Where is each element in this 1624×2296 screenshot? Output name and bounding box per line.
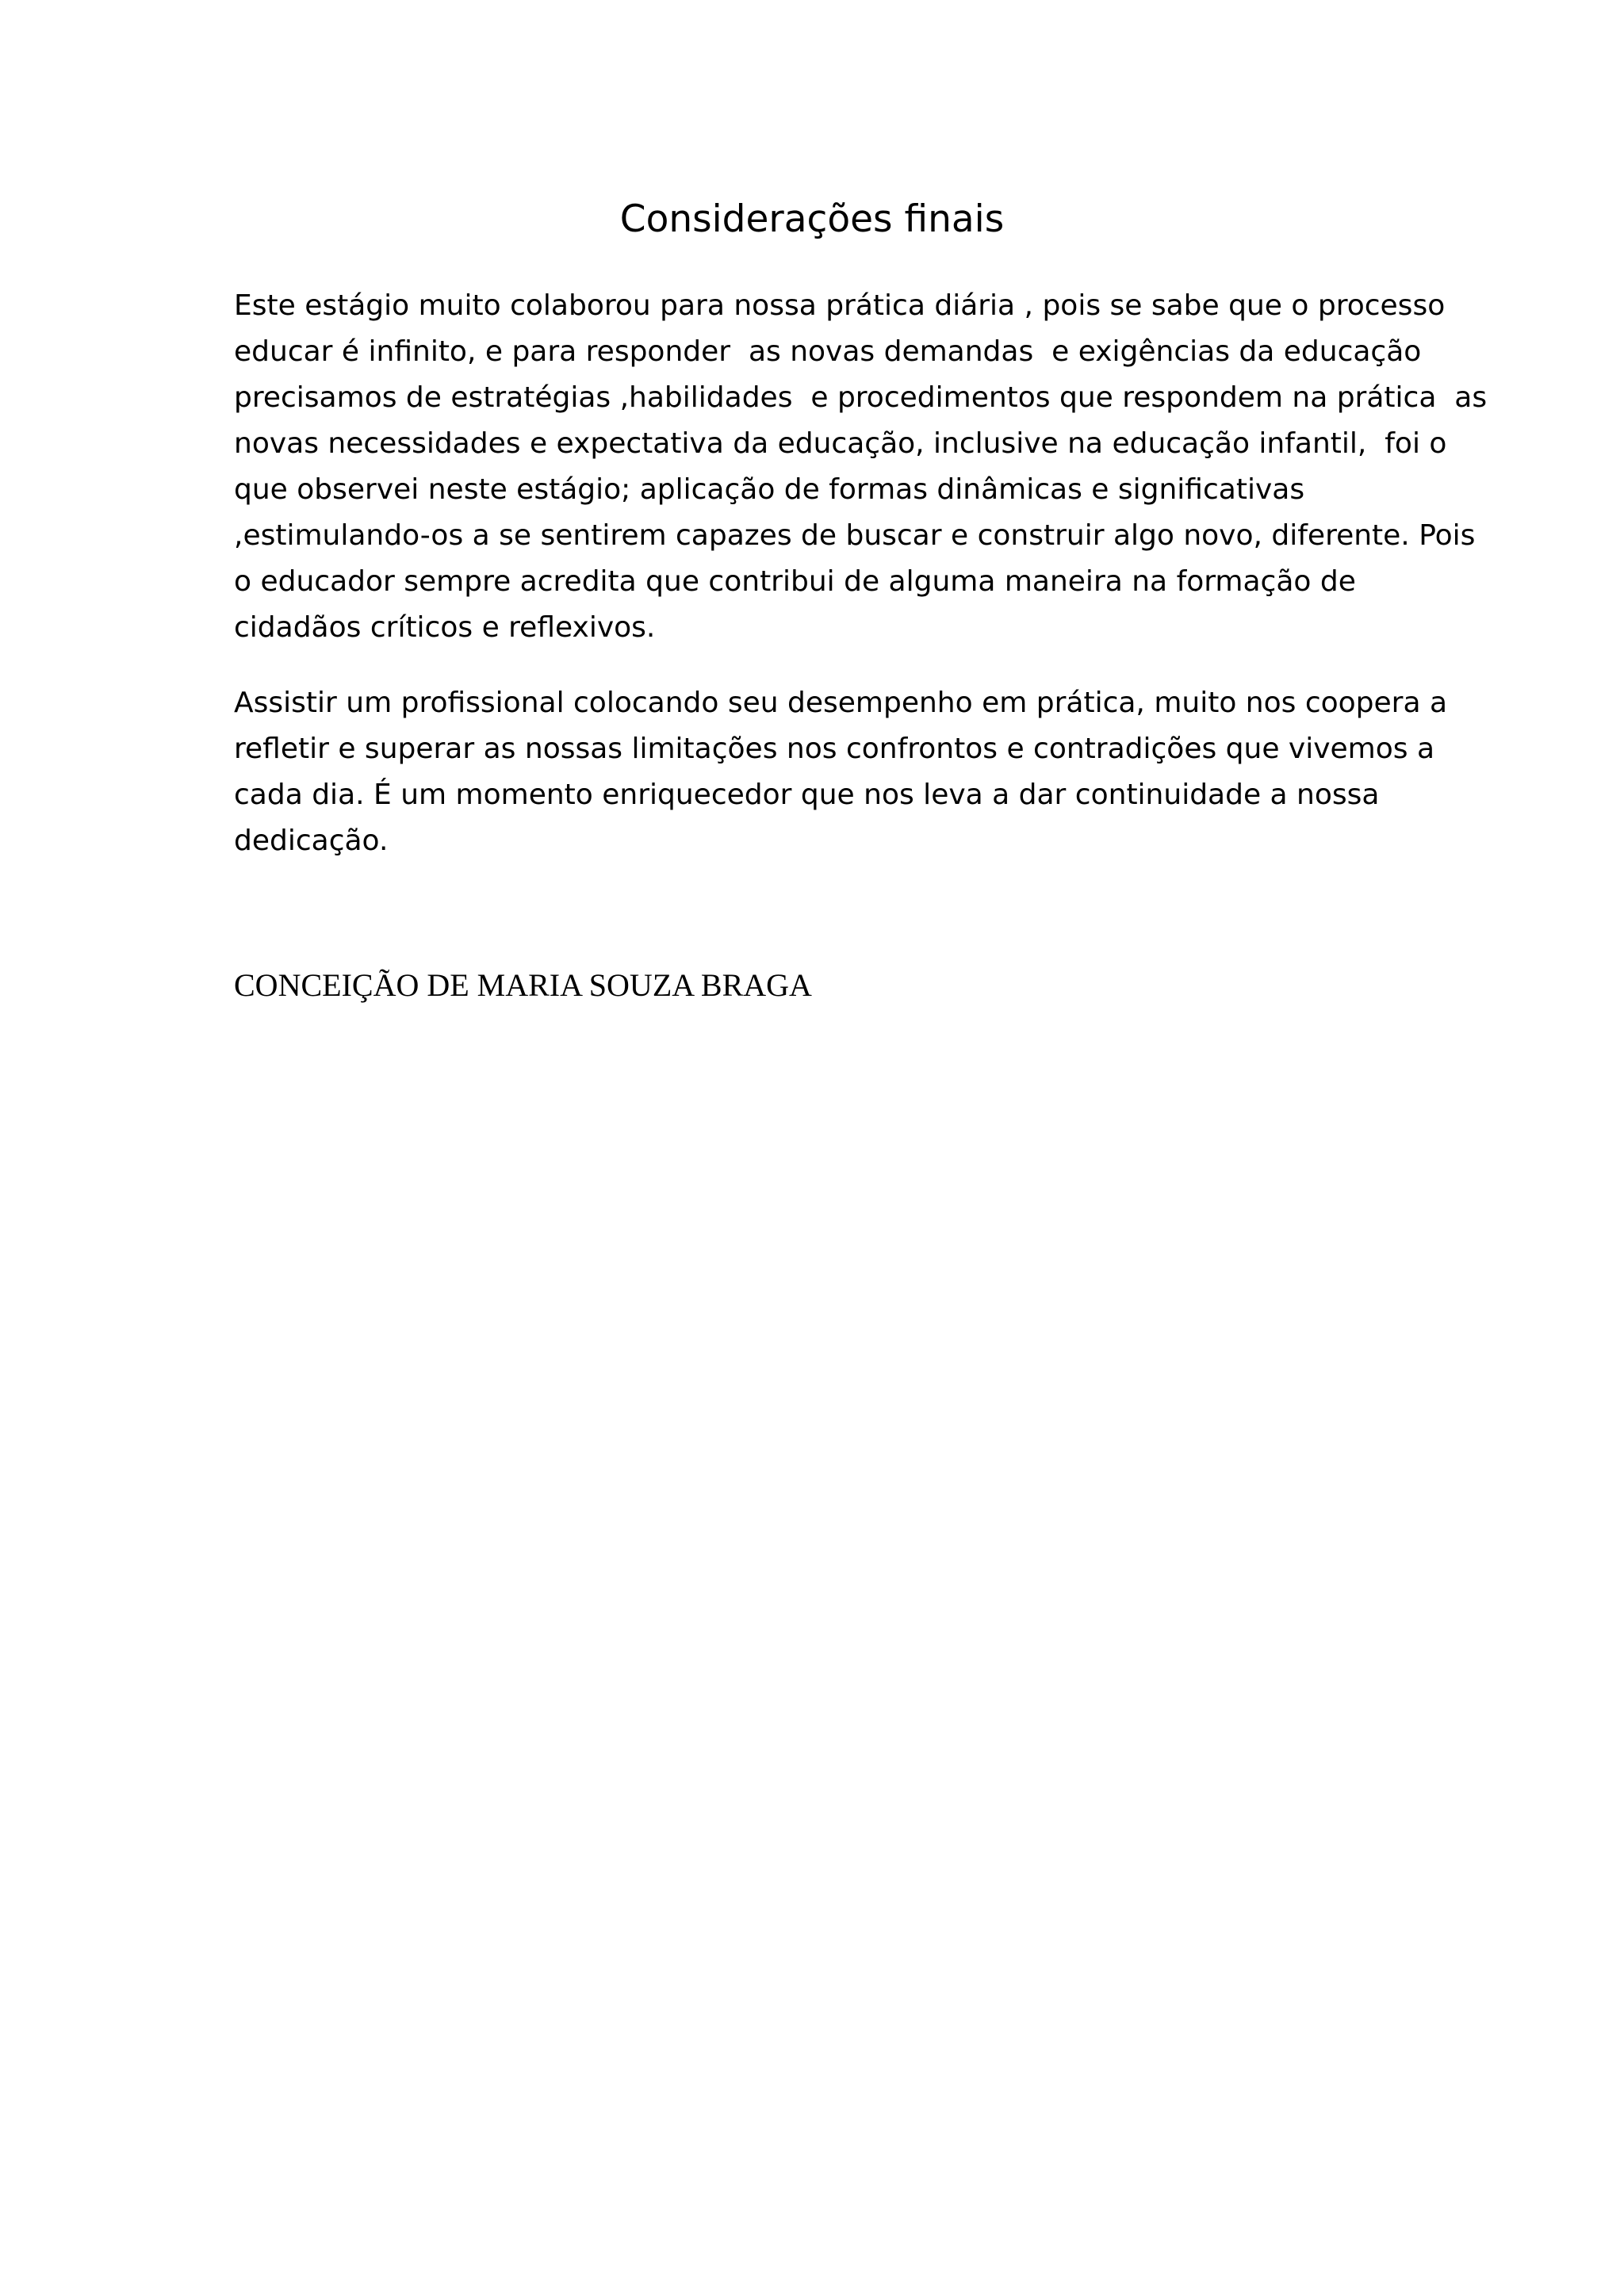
text-line: Assistir um profissional colocando seu desempenho em prática, muito nos coopera a <box>234 687 1448 719</box>
text-line: novas necessidades e expectativa da educação, inclusive na educação infantil, foi o <box>234 427 1447 460</box>
text-line: Este estágio muito colaborou para nossa prática diária , pois se sabe que o processo <box>234 289 1446 322</box>
text-line: que observei neste estágio; aplicação de formas dinâmicas e significativas <box>234 473 1305 506</box>
page-title: Considerações finais <box>619 197 1005 241</box>
text-line: o educador sempre acredita que contribui de alguma maneira na formação de <box>234 565 1356 598</box>
text-line: cidadãos críticos e reflexivos. <box>234 611 656 644</box>
paragraph-1 <box>234 283 1487 651</box>
text-line: educar é infinito, e para responder as novas demandas e exigências da educação <box>234 335 1422 368</box>
author-signature: CONCEIÇÃO DE MARIA SOUZA BRAGA <box>234 967 812 1003</box>
paragraph-2 <box>234 680 1447 864</box>
text-line: precisamos de estratégias ,habilidades e procedimentos que respondem na prática as <box>234 381 1488 414</box>
text-line: cada dia. É um momento enriquecedor que nos leva a dar continuidade a nossa <box>234 779 1380 811</box>
text-line: dedicação. <box>234 825 389 857</box>
text-line: ,estimulando-os a se sentirem capazes de buscar e construir algo novo, diferente. Pois <box>234 519 1476 552</box>
text-line: refletir e superar as nossas limitações nos confrontos e contradições que vivemos a <box>234 733 1435 765</box>
